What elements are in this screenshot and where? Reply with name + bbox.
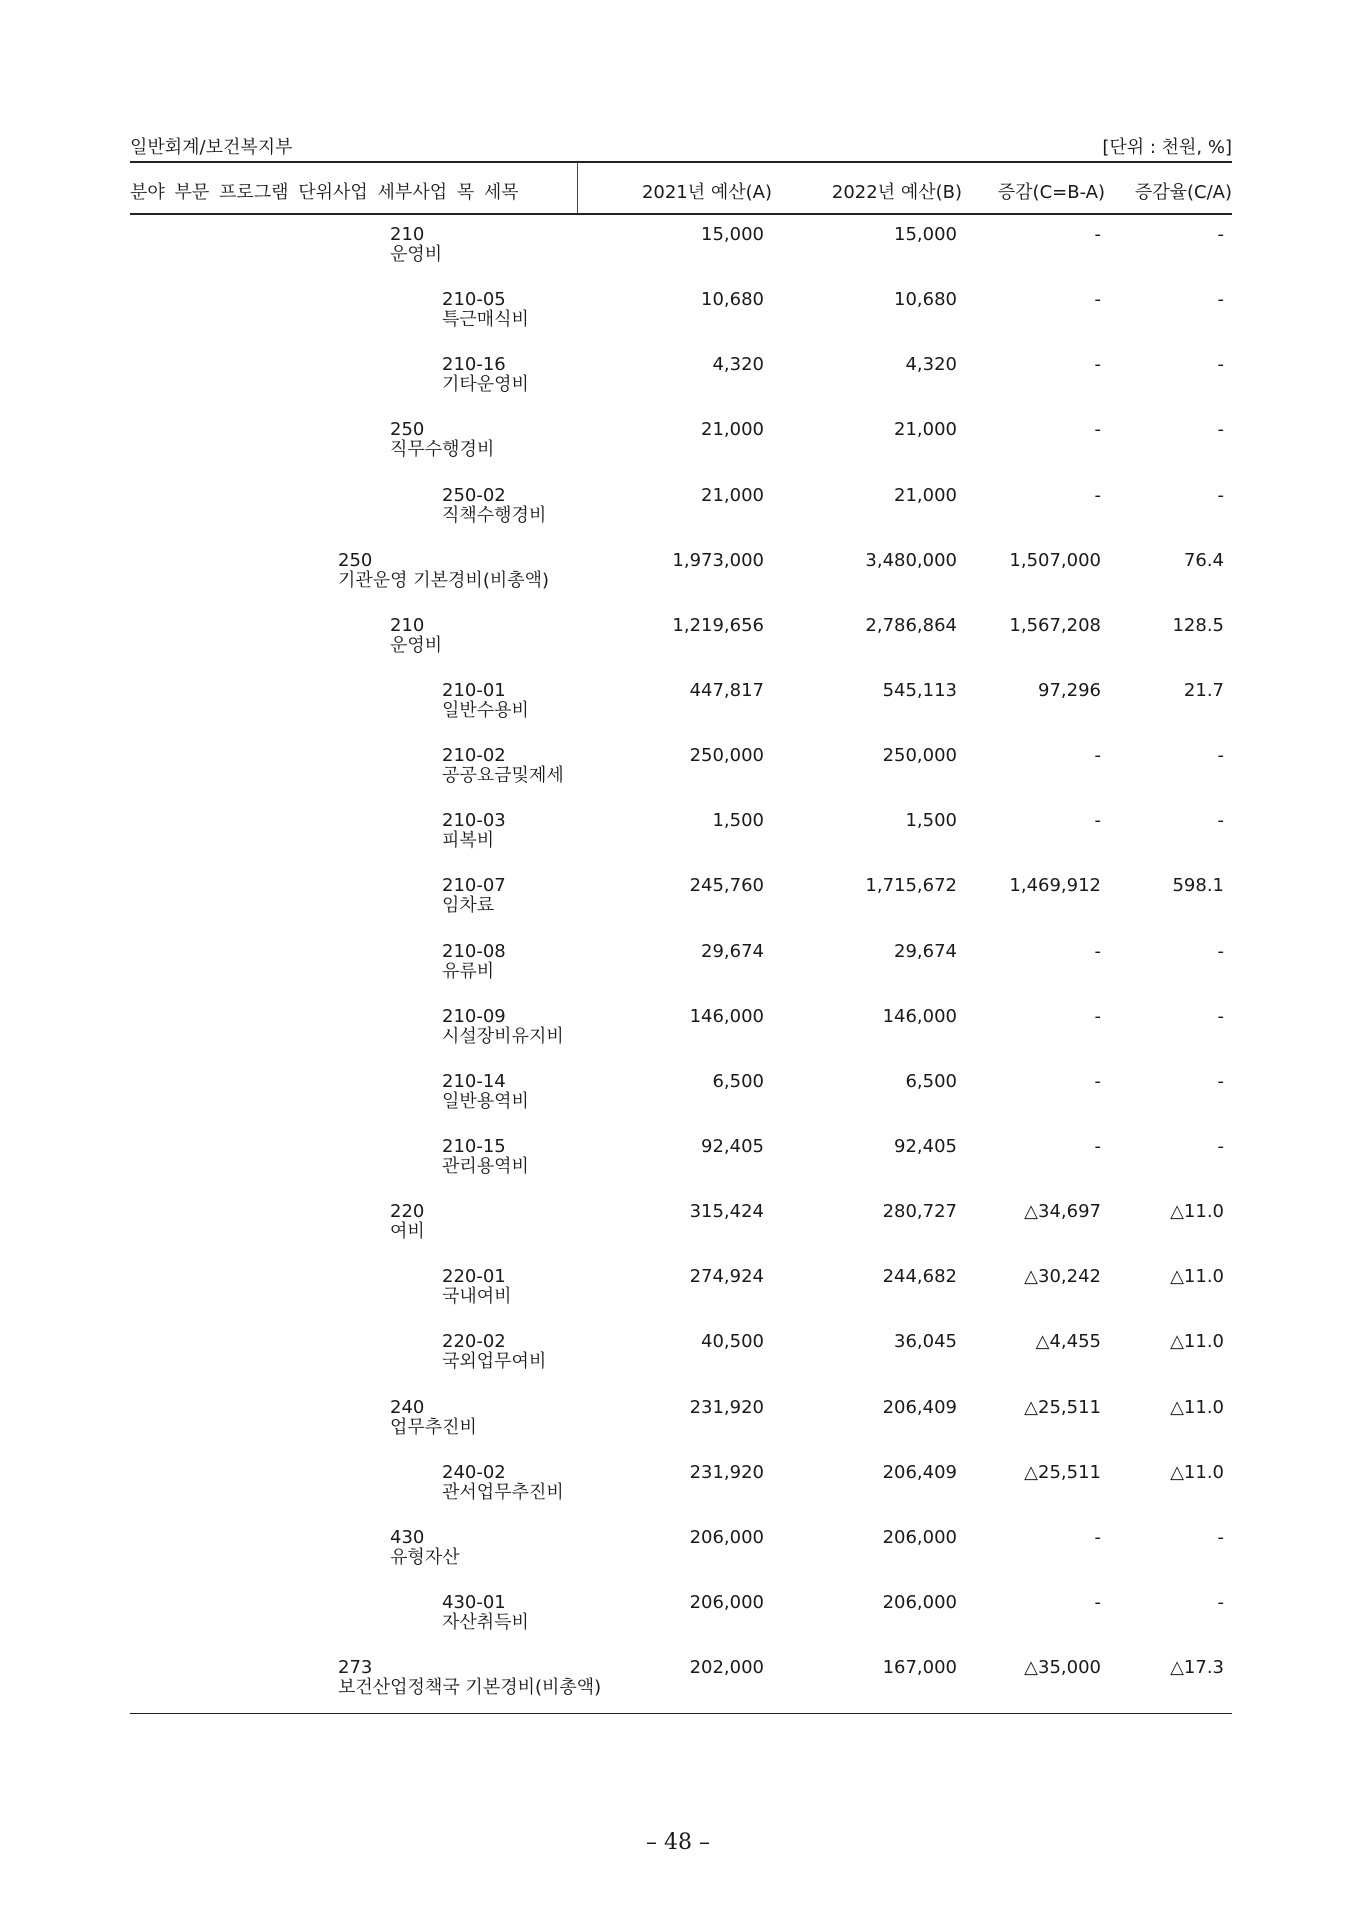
row-code: 210-08 [442,941,506,962]
row-change: - [1094,1071,1101,1092]
row-name: 업무추진비 [390,1417,477,1438]
header-2021-budget: 2021년 예산(A) [641,182,772,203]
row-change: △34,697 [1024,1201,1101,1222]
row-2022-budget: 4,320 [905,354,957,375]
row-code: 430 [390,1527,425,1548]
table-row [0,1463,1356,1523]
row-2022-budget: 206,409 [882,1397,957,1418]
row-code: 210 [390,615,425,636]
row-change: △25,511 [1024,1462,1101,1483]
table-row [0,355,1356,415]
row-code: 210 [390,224,425,245]
row-change-rate: - [1217,810,1224,831]
row-change-rate: △11.0 [1170,1331,1224,1352]
row-2022-budget: 206,000 [882,1592,957,1613]
table-row [0,486,1356,546]
row-change-rate: 598.1 [1172,875,1224,896]
row-code: 250 [390,419,425,440]
row-change-rate: - [1217,485,1224,506]
table-header-rule [130,213,1232,215]
row-2022-budget: 280,727 [882,1201,957,1222]
row-2021-budget: 274,924 [689,1266,764,1287]
row-name: 공공요금및제세 [442,765,564,786]
row-change-rate: △11.0 [1170,1266,1224,1287]
row-code: 210-09 [442,1006,506,1027]
row-2021-budget: 447,817 [689,680,764,701]
row-code: 240-02 [442,1462,506,1483]
row-2022-budget: 21,000 [894,419,957,440]
header-label-column: 분야 부문 프로그램 단위사업 세부사업 목 세목 [130,182,519,203]
row-2022-budget: 2,786,864 [865,615,957,636]
row-change-rate: 128.5 [1172,615,1224,636]
row-change-rate: △11.0 [1170,1201,1224,1222]
row-2022-budget: 6,500 [905,1071,957,1092]
row-change: △4,455 [1035,1331,1101,1352]
row-name: 유류비 [442,961,495,982]
table-row [0,1398,1356,1458]
row-code: 430-01 [442,1592,506,1613]
row-code: 220 [390,1201,425,1222]
row-2022-budget: 206,000 [882,1527,957,1548]
table-row [0,551,1356,611]
row-2022-budget: 146,000 [882,1006,957,1027]
row-2021-budget: 1,973,000 [672,550,764,571]
row-change-rate: △11.0 [1170,1397,1224,1418]
row-change-rate: - [1217,1527,1224,1548]
row-2022-budget: 206,409 [882,1462,957,1483]
row-code: 210-14 [442,1071,506,1092]
row-2021-budget: 92,405 [701,1136,764,1157]
row-change: - [1094,419,1101,440]
row-2022-budget: 10,680 [894,289,957,310]
row-change: △25,511 [1024,1397,1101,1418]
section-title: 일반회계/보건복지부 [130,137,293,158]
row-name: 특근매식비 [442,309,529,330]
row-2022-budget: 15,000 [894,224,957,245]
table-row [0,681,1356,741]
row-code: 250-02 [442,485,506,506]
row-change: - [1094,1592,1101,1613]
row-code: 210-01 [442,680,506,701]
row-change: 1,507,000 [1009,550,1101,571]
table-row [0,1528,1356,1588]
row-change: - [1094,1136,1101,1157]
row-change-rate: - [1217,1592,1224,1613]
row-name: 관서업무추진비 [442,1482,564,1503]
row-name: 일반수용비 [442,700,529,721]
row-2021-budget: 21,000 [701,485,764,506]
row-name: 관리용역비 [442,1156,529,1177]
row-change-rate: - [1217,941,1224,962]
row-change-rate: - [1217,1006,1224,1027]
table-row [0,876,1356,936]
row-change: - [1094,289,1101,310]
row-code: 210-15 [442,1136,506,1157]
row-2022-budget: 1,715,672 [865,875,957,896]
row-change-rate: - [1217,745,1224,766]
row-code: 210-07 [442,875,506,896]
row-change-rate: - [1217,419,1224,440]
row-2021-budget: 10,680 [701,289,764,310]
table-bottom-rule [130,1713,1232,1714]
row-name: 직책수행경비 [442,505,547,526]
table-row [0,225,1356,285]
row-2022-budget: 36,045 [894,1331,957,1352]
row-change-rate: - [1217,1071,1224,1092]
row-change: 1,469,912 [1009,875,1101,896]
row-name: 임차료 [442,895,495,916]
row-2021-budget: 231,920 [689,1462,764,1483]
table-row [0,942,1356,1002]
row-2022-budget: 167,000 [882,1657,957,1678]
unit-label: [단위 : 천원, %] [1102,137,1232,158]
row-change: 97,296 [1038,680,1101,701]
row-name: 기관운영 기본경비(비총액) [338,570,550,591]
table-row [0,616,1356,676]
row-2022-budget: 92,405 [894,1136,957,1157]
row-2021-budget: 4,320 [712,354,764,375]
row-2021-budget: 1,500 [712,810,764,831]
row-2021-budget: 6,500 [712,1071,764,1092]
row-name: 국외업무여비 [442,1351,547,1372]
table-row [0,1202,1356,1262]
row-2022-budget: 1,500 [905,810,957,831]
row-2021-budget: 1,219,656 [672,615,764,636]
row-2021-budget: 40,500 [701,1331,764,1352]
row-2022-budget: 545,113 [882,680,957,701]
table-row [0,420,1356,480]
row-code: 240 [390,1397,425,1418]
row-change-rate: 76.4 [1183,550,1224,571]
table-row [0,1137,1356,1197]
row-change: - [1094,354,1101,375]
row-change: △30,242 [1024,1266,1101,1287]
row-change-rate: - [1217,224,1224,245]
header-2022-budget: 2022년 예산(B) [831,182,962,203]
table-row [0,1658,1356,1718]
row-2021-budget: 146,000 [689,1006,764,1027]
row-2022-budget: 244,682 [882,1266,957,1287]
row-name: 운영비 [390,244,443,265]
row-name: 유형자산 [390,1547,460,1568]
row-change: - [1094,224,1101,245]
row-name: 운영비 [390,635,443,656]
row-name: 시설장비유지비 [442,1026,564,1047]
row-change: 1,567,208 [1009,615,1101,636]
row-code: 220-01 [442,1266,506,1287]
row-name: 직무수행경비 [390,439,495,460]
row-2021-budget: 206,000 [689,1527,764,1548]
row-code: 250 [338,550,373,571]
row-code: 210-02 [442,745,506,766]
row-2022-budget: 250,000 [882,745,957,766]
table-row [0,1072,1356,1132]
row-change: - [1094,1527,1101,1548]
header-change-rate: 증감율(C/A) [1134,182,1232,203]
row-code: 210-03 [442,810,506,831]
row-name: 보건산업정책국 기본경비(비총액) [338,1677,602,1698]
row-2021-budget: 202,000 [689,1657,764,1678]
row-change: △35,000 [1024,1657,1101,1678]
table-row [0,746,1356,806]
row-name: 피복비 [442,830,495,851]
row-2021-budget: 250,000 [689,745,764,766]
row-2021-budget: 15,000 [701,224,764,245]
row-change-rate: - [1217,354,1224,375]
row-2021-budget: 315,424 [689,1201,764,1222]
row-2021-budget: 245,760 [689,875,764,896]
row-2022-budget: 21,000 [894,485,957,506]
table-row [0,1332,1356,1392]
row-change: - [1094,485,1101,506]
row-2022-budget: 29,674 [894,941,957,962]
table-row [0,811,1356,871]
row-2021-budget: 231,920 [689,1397,764,1418]
row-change: - [1094,810,1101,831]
row-code: 210-16 [442,354,506,375]
row-2022-budget: 3,480,000 [865,550,957,571]
row-change-rate: △11.0 [1170,1462,1224,1483]
row-name: 자산취득비 [442,1612,529,1633]
row-name: 기타운영비 [442,374,529,395]
row-2021-budget: 206,000 [689,1592,764,1613]
row-name: 일반용역비 [442,1091,529,1112]
table-row [0,1007,1356,1067]
row-2021-budget: 29,674 [701,941,764,962]
row-change-rate: - [1217,289,1224,310]
row-change-rate: 21.7 [1183,680,1224,701]
table-row [0,1593,1356,1653]
row-code: 210-05 [442,289,506,310]
row-change: - [1094,1006,1101,1027]
row-change-rate: - [1217,1136,1224,1157]
table-row [0,290,1356,350]
row-2021-budget: 21,000 [701,419,764,440]
row-name: 국내여비 [442,1286,512,1307]
row-code: 273 [338,1657,373,1678]
table-row [0,1267,1356,1327]
row-change: - [1094,941,1101,962]
table-top-rule [130,161,1232,163]
header-change: 증감(C=B-A) [997,182,1105,203]
row-change: - [1094,745,1101,766]
page-number: – 48 – [646,1830,710,1855]
row-code: 220-02 [442,1331,506,1352]
row-change-rate: △17.3 [1170,1657,1224,1678]
row-name: 여비 [390,1221,425,1242]
header-column-divider [577,162,578,213]
